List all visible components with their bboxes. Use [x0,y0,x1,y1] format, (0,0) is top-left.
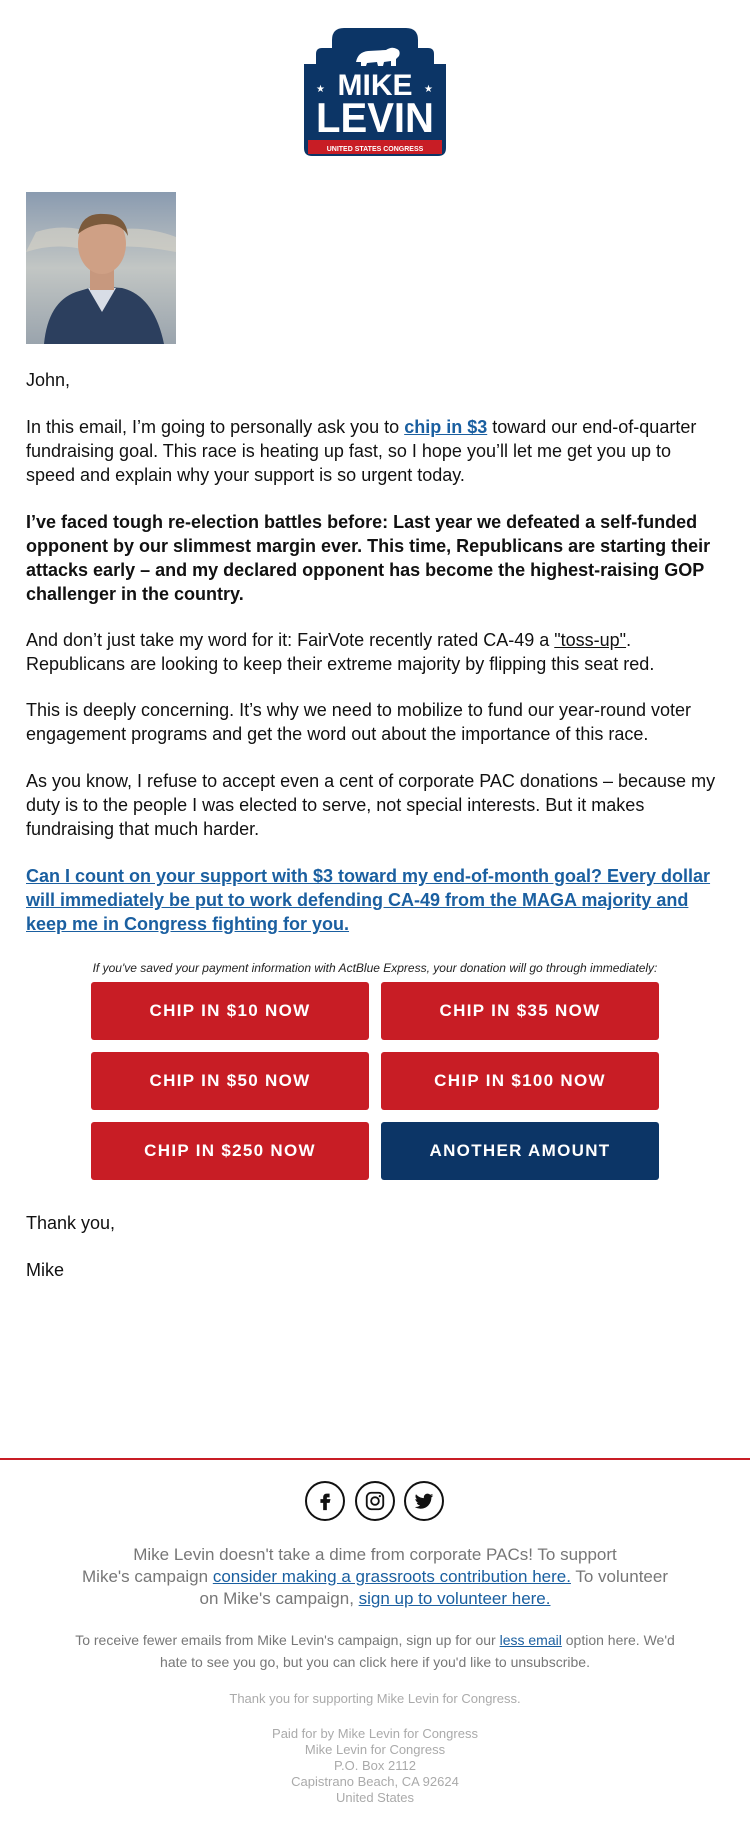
chip-in-250-button[interactable]: CHIP IN $250 NOW [91,1122,369,1180]
toss-up-link[interactable]: "toss-up" [554,630,627,650]
fairvote-text-before: And don’t just take my word for it: FairVote recently rated CA-49 a [26,630,555,650]
paragraph-reelection: I’ve faced tough re-election battles before: Last year we defeated a self-funded opponent by our slimmest margin ever. This time, Republicans are starting their attacks early – and my declared opponent has become the highest-raising GOP challenger in the country. [26,512,711,604]
footer-pac-line3-before: on Mike's campaign, [199,1589,359,1608]
footer-pac-line2 [0,1566,750,1588]
less-email-link[interactable]: less email [499,1632,562,1648]
svg-text:★: ★ [316,84,325,95]
footer-address-line5: United States [335,1790,415,1805]
instagram-icon[interactable] [355,1481,395,1521]
signature: Mike [26,1260,65,1280]
another-amount-button[interactable]: ANOTHER AMOUNT [381,1122,659,1180]
logo-name-line2: LEVIN [316,94,434,141]
chip-in-10-button[interactable]: CHIP IN $10 NOW [91,982,369,1040]
footer-pac-line3 [0,1588,750,1610]
unsub-text-before: To receive fewer emails from Mike Levin's campaign, sign up for our [75,1632,500,1648]
paragraph-concern: This is deeply concerning. It’s why we need to mobilize to fund our year-round voter engagement programs and get the word out about the importance of this race. [26,700,692,744]
footer-pac-line1: Mike Levin doesn't take a dime from corporate PACs! To support [133,1545,617,1564]
chip-in-100-button[interactable]: CHIP IN $100 NOW [381,1052,659,1110]
twitter-icon[interactable] [404,1481,444,1521]
greeting: John, [26,370,71,390]
chip-in-link[interactable]: chip in $3 [404,417,488,437]
footer-address-line2: Mike Levin for Congress [304,1742,446,1757]
closing: Thank you, [26,1213,116,1233]
candidate-photo [26,192,176,344]
fairvote-text-after: . Republicans are looking to keep their extreme majority by flipping this seat red. [26,630,655,674]
footer-address-line3: P.O. Box 2112 [334,1758,416,1773]
footer-divider [0,1458,750,1460]
actblue-express-note: If you've saved your payment information with ActBlue Express, your donation will go through immediately: [92,961,658,975]
cta-support-link[interactable]: Can I count on your support with $3 toward my end-of-month goal? Every dollar will immediately be put to work defending CA-49 from the MAGA majority and keep me in Congress fighting for you. [26,866,711,934]
volunteer-link[interactable]: sign up to volunteer here. [358,1589,551,1608]
campaign-logo [304,28,446,164]
grassroots-contribution-link[interactable]: consider making a grassroots contribution here. [212,1567,571,1586]
footer-address-line4: Capistrano Beach, CA 92624 [291,1774,459,1789]
paragraph-intro [26,415,722,487]
paragraph-fairvote [26,628,722,676]
unsub-text-after: option here. We'd [561,1632,675,1648]
logo-subtitle: UNITED STATES CONGRESS [326,146,424,153]
footer-pac-line2-before: Mike's campaign [82,1567,213,1586]
chip-in-50-button[interactable]: CHIP IN $50 NOW [91,1052,369,1110]
footer-thanks: Thank you for supporting Mike Levin for Congress. [229,1691,521,1706]
cta-paragraph [26,864,722,936]
intro-text-after: toward our end-of-quarter fundraising goal. This race is heating up fast, so I hope you’ll let me get you up to speed and explain why your support is so urgent today. [26,417,697,485]
logo-badge [304,28,446,164]
intro-text-before: In this email, I’m going to personally ask you to [26,417,405,437]
svg-text:★: ★ [424,84,433,95]
footer-address-line1: Paid for by Mike Levin for Congress [272,1726,478,1741]
logo-name-line1: MIKE [337,69,413,102]
facebook-icon[interactable] [305,1481,345,1521]
footer-pac-line2-after: To volunteer [570,1567,668,1586]
paragraph-pac: As you know, I refuse to accept even a cent of corporate PAC donations – because my duty is to the people I was elected to serve, not special interests. But it makes fundraising that much harder. [26,771,716,839]
unsubscribe-link[interactable]: hate to see you go, but you can click here if you'd like to unsubscribe. [160,1654,590,1670]
footer-unsub-line1 [0,1629,750,1651]
chip-in-35-button[interactable]: CHIP IN $35 NOW [381,982,659,1040]
